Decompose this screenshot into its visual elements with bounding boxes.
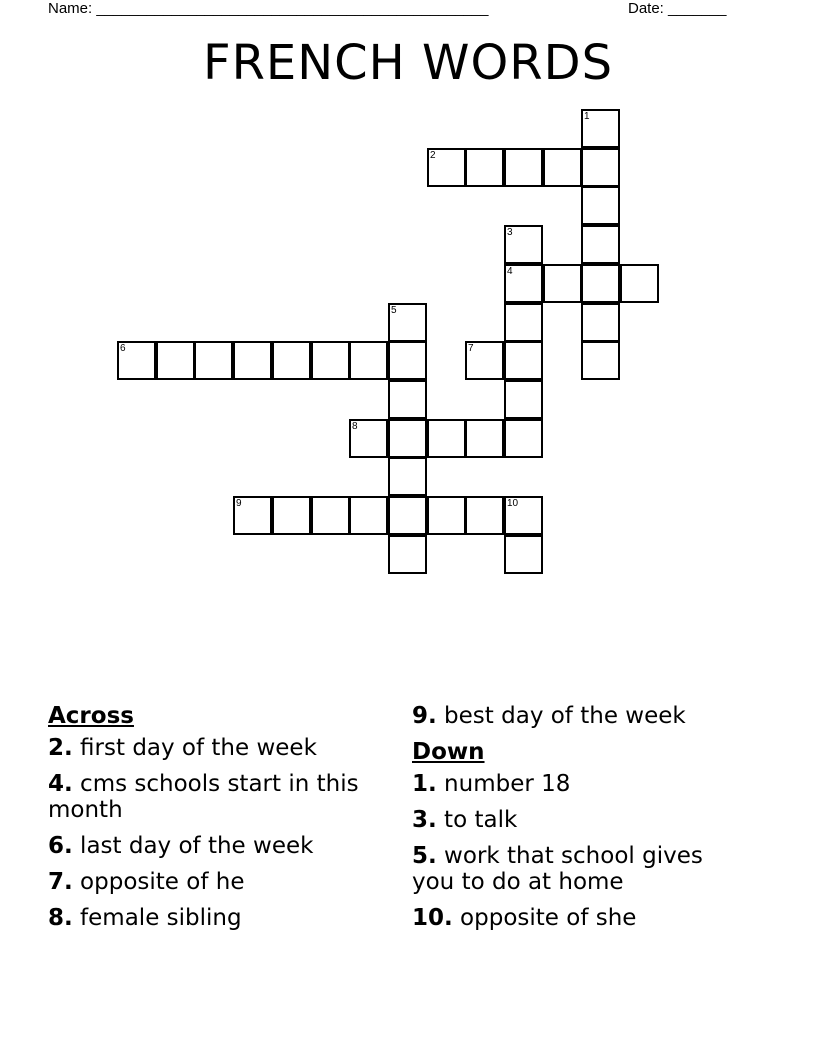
crossword-cell[interactable] (388, 341, 427, 380)
clue-number-label: 2 (430, 150, 436, 161)
clue-number-label: 9 (236, 498, 242, 509)
clue-number-label: 7 (468, 343, 474, 354)
clue-number: 7. (48, 869, 73, 895)
crossword-cell[interactable] (581, 225, 620, 264)
crossword-cell[interactable] (117, 341, 156, 380)
clue-across-7 (48, 869, 378, 895)
clues-left-column (48, 703, 378, 941)
crossword-cell[interactable] (504, 496, 543, 535)
clue-text: opposite of she (452, 905, 637, 931)
clue-number: 9. (412, 703, 437, 729)
clue-down-10 (412, 905, 752, 931)
crossword-cell[interactable] (349, 496, 388, 535)
crossword-cell[interactable] (272, 496, 311, 535)
clue-number: 5. (412, 843, 437, 869)
crossword-cell[interactable] (311, 341, 350, 380)
crossword-cell[interactable] (581, 109, 620, 148)
crossword-cell[interactable] (233, 496, 272, 535)
clue-across-6 (48, 833, 378, 859)
clue-down-5 (412, 843, 752, 895)
crossword-cell[interactable] (504, 341, 543, 380)
crossword-cell[interactable] (504, 419, 543, 458)
crossword-cell[interactable] (427, 148, 466, 187)
clue-text: cms schools start in this month (48, 771, 359, 823)
clue-down-3 (412, 807, 752, 833)
clue-text: to talk (436, 807, 518, 833)
crossword-cell[interactable] (388, 419, 427, 458)
crossword-cell[interactable] (311, 496, 350, 535)
clue-across-4 (48, 771, 378, 823)
crossword-cell[interactable] (504, 535, 543, 574)
crossword-cell[interactable] (388, 535, 427, 574)
clue-number: 3. (412, 807, 437, 833)
clue-number-label: 8 (352, 421, 358, 432)
crossword-cell[interactable] (504, 148, 543, 187)
crossword-cell[interactable] (349, 341, 388, 380)
crossword-cell[interactable] (465, 341, 504, 380)
clue-number: 1. (412, 771, 437, 797)
crossword-cell[interactable] (581, 148, 620, 187)
crossword-cell[interactable] (504, 380, 543, 419)
clue-text: best day of the week (436, 703, 686, 729)
crossword-cell[interactable] (388, 457, 427, 496)
crossword-cell[interactable] (233, 341, 272, 380)
page-title: FRENCH WORDS (202, 35, 614, 91)
crossword-cell[interactable] (543, 148, 582, 187)
crossword-cell[interactable] (156, 341, 195, 380)
crossword-cell[interactable] (427, 419, 466, 458)
crossword-cell[interactable] (349, 419, 388, 458)
crossword-cell[interactable] (620, 264, 659, 303)
clue-text: opposite of he (72, 869, 245, 895)
clue-number-label: 4 (507, 266, 513, 277)
clue-number: 8. (48, 905, 73, 931)
clue-number-label: 3 (507, 227, 513, 238)
clue-number: 6. (48, 833, 73, 859)
date-field: Date: _______ (628, 0, 727, 17)
crossword-cell[interactable] (504, 264, 543, 303)
crossword-cell[interactable] (388, 380, 427, 419)
clue-number-label: 10 (507, 498, 519, 509)
crossword-cell[interactable] (465, 419, 504, 458)
clue-down-1 (412, 771, 752, 797)
clue-across-8 (48, 905, 378, 931)
clues-right-column (412, 703, 752, 941)
crossword-cell[interactable] (581, 341, 620, 380)
clue-number-label: 6 (120, 343, 126, 354)
crossword-cell[interactable] (465, 496, 504, 535)
crossword-cell[interactable] (272, 341, 311, 380)
clue-across-2 (48, 735, 378, 761)
clue-number: 4. (48, 771, 73, 797)
clue-text: last day of the week (72, 833, 314, 859)
crossword-cell[interactable] (194, 341, 233, 380)
crossword-cell[interactable] (504, 225, 543, 264)
clue-text: first day of the week (72, 735, 317, 761)
clue-across-9 (412, 703, 752, 729)
clue-text: number 18 (436, 771, 571, 797)
crossword-cell[interactable] (388, 496, 427, 535)
clue-number: 10. (412, 905, 453, 931)
crossword-cell[interactable] (504, 303, 543, 342)
crossword-cell[interactable] (543, 264, 582, 303)
clue-number-label: 1 (584, 111, 590, 122)
crossword-cell[interactable] (465, 148, 504, 187)
down-heading: Down (412, 739, 485, 765)
crossword-cell[interactable] (427, 496, 466, 535)
clue-number-label: 5 (391, 305, 397, 316)
crossword-cell[interactable] (388, 303, 427, 342)
crossword-cell[interactable] (581, 303, 620, 342)
crossword-cell[interactable] (581, 264, 620, 303)
clue-text: female sibling (72, 905, 242, 931)
clue-text: work that school gives you to do at home (412, 843, 703, 895)
crossword-cell[interactable] (581, 186, 620, 225)
clue-number: 2. (48, 735, 73, 761)
across-heading: Across (48, 703, 134, 729)
name-field: Name: _______________________________________________ (48, 0, 489, 17)
